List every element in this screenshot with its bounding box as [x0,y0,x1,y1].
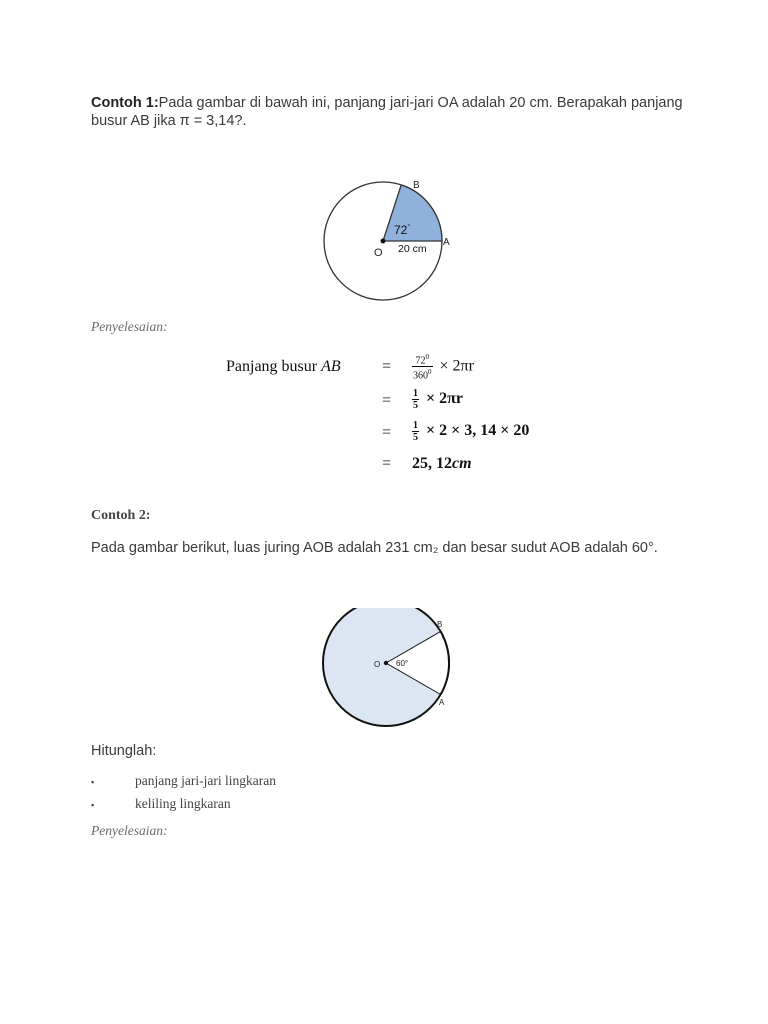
solution-label-2: Penyelesaian: [91,823,168,838]
rhs-3: $\frac{1}{5}$ × 2 × 3, 14 × 20 [413,420,530,443]
label-o: O [374,247,383,259]
radius-label: 20 cm [398,243,427,255]
lhs-label: Panjang busur AB [226,358,341,375]
equals-2: = [382,392,392,409]
label-a-2: A [439,698,445,707]
bullet-icon: ▪ [91,799,95,810]
rhs-1: $\frac{72^0}{360^0}$ × 2πr [413,353,474,382]
bullet-icon: ▪ [91,776,95,787]
angle-label-2: 60° [396,659,409,668]
example-2-text: Pada gambar berikut, luas juring AOB adalah 231 cm₂ dan besar sudut AOB adalah 60°. [91,540,658,556]
label-o-2: O [374,660,381,669]
label-b-2: B [437,620,443,629]
example-1-text: Pada gambar di bawah ini, panjang jari-jari OA adalah 20 cm. Berapakah panjang busur AB jika π = 3,14?. [91,95,683,129]
equals-1: = [382,358,392,375]
equals-3: = [382,424,392,441]
circle-figure-2 [312,608,462,743]
list-item [91,773,276,789]
example-1-title: Contoh 1: [91,95,159,111]
angle-label: 72° [394,223,411,237]
list-item-text: panjang jari-jari lingkaran [135,773,276,788]
list-item [91,796,231,812]
math-solution [226,350,586,480]
math-row-1 [226,354,341,380]
label-b: B [413,180,420,191]
rhs-4: 25, 12cm [412,455,472,472]
center-point-2 [384,661,388,665]
solution-label: Penyelesaian: [91,319,168,334]
label-a: A [443,237,450,248]
list-item-text: keliling lingkaran [135,796,231,811]
example-1-paragraph [91,94,691,130]
rhs-2: $\frac{1}{5}$ × 2πr [413,388,463,411]
hitunglah-label: Hitunglah: [91,743,157,759]
center-point [381,239,386,244]
example-2-title: Contoh 2: [91,508,151,523]
circle-figure-1 [315,172,465,307]
equals-4: = [382,455,392,472]
